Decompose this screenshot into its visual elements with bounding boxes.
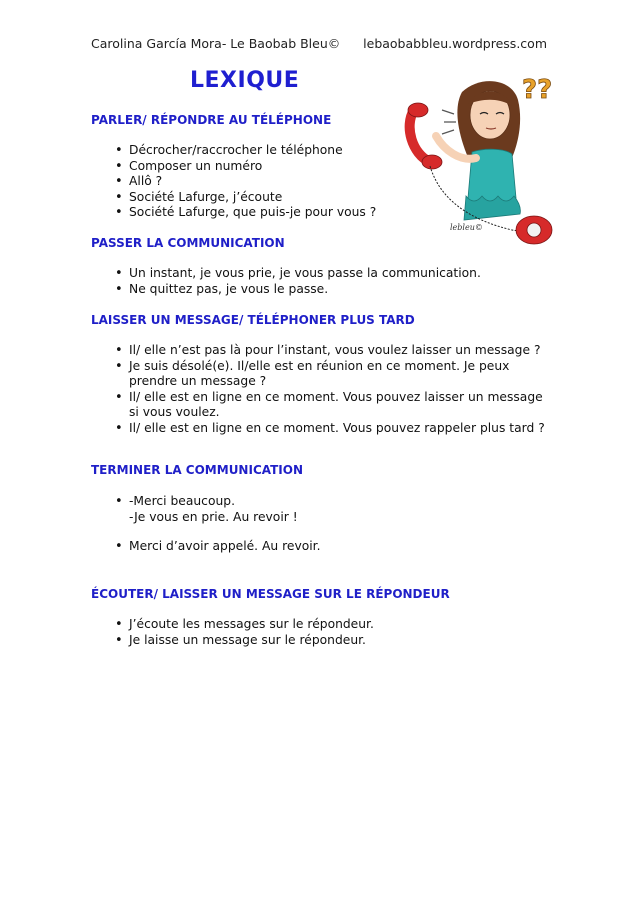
list-laisser: [91, 343, 549, 436]
page-title: LEXIQUE: [190, 68, 300, 93]
list-ecouter: [91, 617, 549, 648]
section-heading-parler: PARLER/ RÉPONDRE AU TÉLÉPHONE: [91, 113, 332, 127]
list-item: • Je laisse un message sur le répondeur.: [91, 633, 549, 649]
header-author: Carolina García Mora- Le Baobab Bleu©: [91, 36, 341, 51]
list-passer: [91, 266, 549, 297]
list-item: • Ne quittez pas, je vous le passe.: [91, 282, 549, 298]
list-item: • Il/ elle est en ligne en ce moment. Vous pouvez laisser un message si vous voulez.: [91, 390, 549, 421]
list-item: • J’écoute les messages sur le répondeur.: [91, 617, 549, 633]
section-heading-laisser: LAISSER UN MESSAGE/ TÉLÉPHONER PLUS TARD: [91, 313, 415, 327]
section-heading-passer: PASSER LA COMMUNICATION: [91, 236, 285, 250]
header-website: lebaobabbleu.wordpress.com: [363, 36, 547, 51]
list-item: • Il/ elle n’est pas là pour l’instant, vous voulez laisser un message ?: [91, 343, 549, 359]
list-item: • Allô ?: [91, 174, 549, 190]
list-item: • Merci d’avoir appelé. Au revoir.: [91, 539, 549, 555]
list-item: • Société Lafurge, j’écoute: [91, 190, 549, 206]
list-item: • Composer un numéro: [91, 159, 549, 175]
page-header: [91, 36, 547, 52]
list-item: • -Merci beaucoup.: [91, 494, 549, 510]
list-item-continuation: -Je vous en prie. Au revoir !: [129, 509, 298, 524]
list-item: • Je suis désolé(e). Il/elle est en réunion en ce moment. Je peux prendre un message ?: [91, 359, 549, 390]
list-item: • Société Lafurge, que puis-je pour vous ?: [91, 205, 549, 221]
illustration-signature: lebleu©: [450, 223, 483, 232]
list-terminer: [91, 494, 549, 555]
list-item: • Un instant, je vous prie, je vous passe la communication.: [91, 266, 549, 282]
section-heading-ecouter: ÉCOUTER/ LAISSER UN MESSAGE SUR LE RÉPONDEUR: [91, 587, 450, 601]
list-item: • Il/ elle est en ligne en ce moment. Vous pouvez rappeler plus tard ?: [91, 421, 549, 437]
question-marks-icon: ??: [522, 75, 553, 105]
list-item: • Décrocher/raccrocher le téléphone: [91, 143, 549, 159]
section-heading-terminer: TERMINER LA COMMUNICATION: [91, 463, 303, 477]
list-parler: [91, 143, 549, 221]
